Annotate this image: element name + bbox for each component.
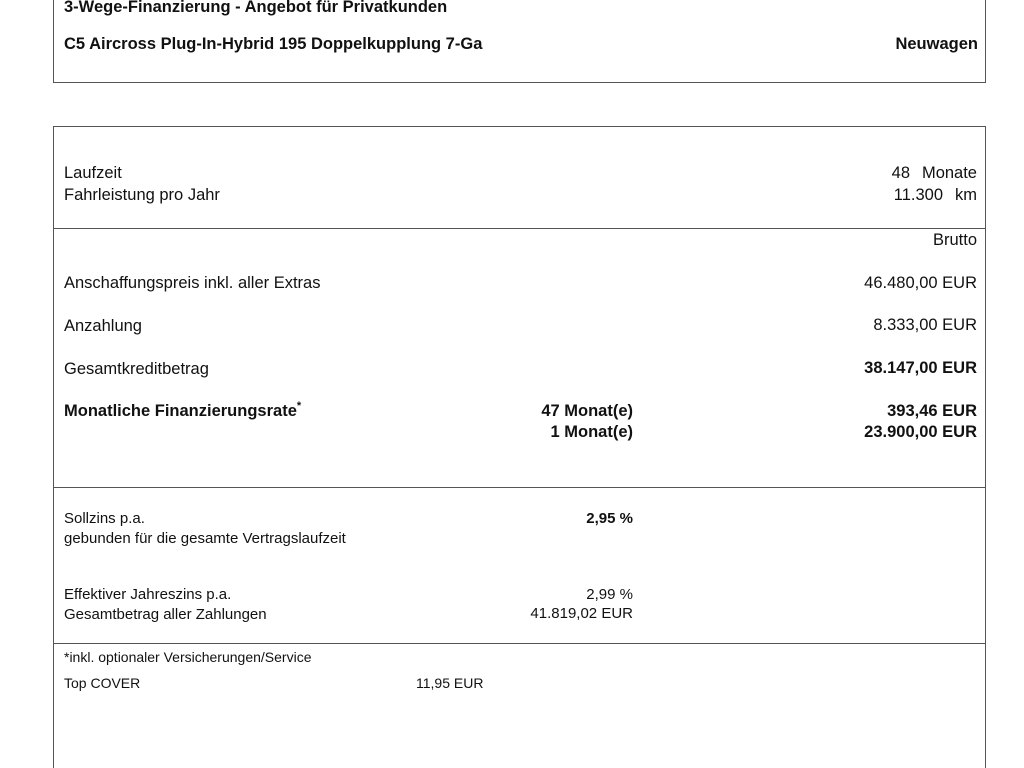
effektiv-value: 2,99 % — [586, 586, 633, 603]
laufzeit-unit: Monate — [921, 164, 977, 182]
fahrleistung-value: 11.300 — [893, 186, 943, 204]
gesamtbetrag-value: 41.819,02 EUR — [530, 605, 633, 622]
rate-row-2-amount: 23.900,00 EUR — [864, 423, 977, 441]
anzahlung-label: Anzahlung — [64, 317, 142, 335]
brutto-header: Brutto — [932, 231, 977, 249]
sollzins-note: gebunden für die gesamte Vertragslaufzeit — [64, 530, 346, 547]
sollzins-value: 2,95 % — [586, 510, 633, 527]
fahrleistung-unit: km — [955, 186, 977, 204]
laufzeit-label: Laufzeit — [64, 164, 122, 182]
anschaffungspreis-label: Anschaffungspreis inkl. aller Extras — [64, 274, 321, 292]
anzahlung-value: 8.333,00 EUR — [873, 316, 977, 334]
rate-label — [64, 402, 301, 421]
vehicle-model: C5 Aircross Plug-In-Hybrid 195 Doppelkupplung 7-Ga — [64, 35, 483, 53]
rate-label-text: Monatliche Finanzierungsrate — [64, 402, 297, 420]
top-cover-value: 11,95 EUR — [416, 675, 484, 691]
divider-terms — [54, 228, 985, 229]
gesamtkredit-label: Gesamtkreditbetrag — [64, 360, 209, 378]
anschaffungspreis-value: 46.480,00 EUR — [864, 274, 977, 292]
rate-row-1-amount: 393,46 EUR — [887, 402, 977, 420]
rate-row-1-months: 47 Monat(e) — [541, 402, 633, 420]
rate-footnote-marker: * — [296, 400, 302, 412]
divider-interest — [54, 643, 985, 644]
gesamtbetrag-label: Gesamtbetrag aller Zahlungen — [64, 606, 267, 623]
effektiv-label: Effektiver Jahreszins p.a. — [64, 586, 232, 603]
vehicle-condition: Neuwagen — [895, 35, 978, 53]
laufzeit-value: 48 — [891, 164, 910, 182]
footnote-text: *inkl. optionaler Versicherungen/Service — [64, 649, 312, 665]
gesamtkredit-value: 38.147,00 EUR — [864, 359, 977, 377]
divider-pricing — [54, 487, 985, 488]
top-cover-label: Top COVER — [64, 675, 141, 691]
offer-title: 3-Wege-Finanzierung - Angebot für Privatkunden — [64, 0, 448, 16]
fahrleistung-label: Fahrleistung pro Jahr — [64, 186, 220, 204]
sollzins-label: Sollzins p.a. — [64, 510, 145, 527]
rate-row-2-months: 1 Monat(e) — [550, 423, 633, 441]
header-box — [53, 0, 986, 83]
main-box — [53, 126, 986, 768]
